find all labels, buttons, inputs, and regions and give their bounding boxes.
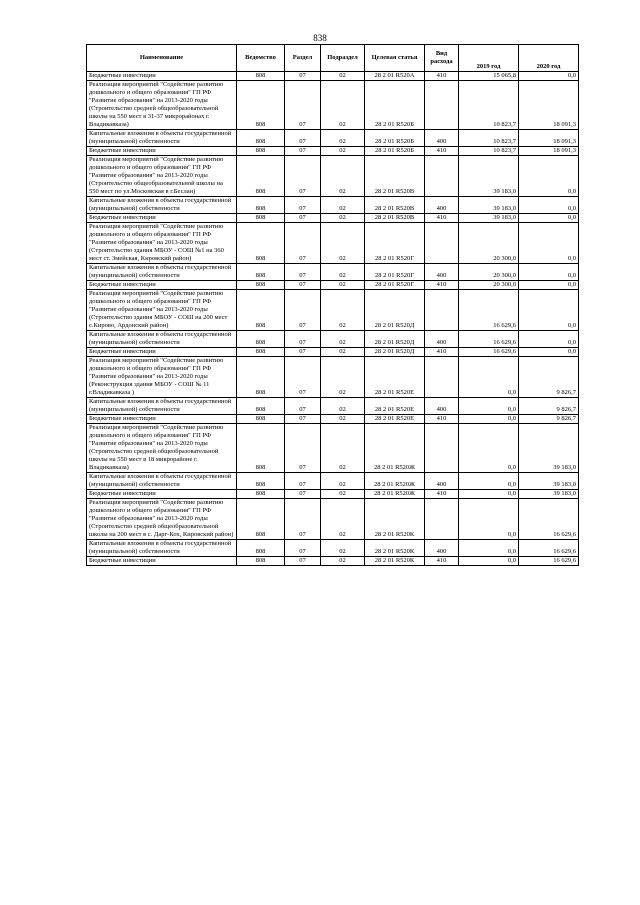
cell-statya: 28 2 01 R520В (365, 214, 425, 223)
table-row (87, 357, 579, 398)
cell-2020: 0,0 (519, 214, 579, 223)
cell-razdel: 07 (285, 290, 321, 331)
cell-vid: 400 (425, 473, 459, 490)
cell-podrazdel: 02 (321, 557, 365, 566)
cell-name: Капитальные вложения в объекты государственной (муниципальной) собственности (87, 130, 237, 147)
cell-2019: 20 300,0 (459, 281, 519, 290)
cell-razdel: 07 (285, 348, 321, 357)
cell-ved: 808 (237, 264, 285, 281)
cell-podrazdel: 02 (321, 398, 365, 415)
cell-name: Бюджетные инвестиции (87, 147, 237, 156)
cell-vid: 410 (425, 415, 459, 424)
header-name: Наименование (87, 45, 237, 72)
cell-statya: 28 2 01 R520Д (365, 348, 425, 357)
cell-ved: 808 (237, 72, 285, 81)
cell-2020: 16 629,6 (519, 557, 579, 566)
cell-2020: 18 091,3 (519, 147, 579, 156)
cell-ved: 808 (237, 81, 285, 130)
cell-vid (425, 424, 459, 473)
cell-podrazdel: 02 (321, 214, 365, 223)
cell-ved: 808 (237, 424, 285, 473)
page-number: 838 (313, 33, 327, 43)
cell-podrazdel: 02 (321, 348, 365, 357)
cell-razdel: 07 (285, 72, 321, 81)
cell-name: Капитальные вложения в объекты государственной (муниципальной) собственности (87, 331, 237, 348)
cell-2019: 15 065,8 (459, 72, 519, 81)
cell-name: Реализация мероприятий "Содействие развитию дошкольного и общего образования" ГП РФ "Развитие образования" на 2013-2020 годы (Реконструкция здания МБОУ - СОШ № 11 г.Владикавказа ) (87, 357, 237, 398)
cell-vid: 410 (425, 348, 459, 357)
cell-razdel: 07 (285, 499, 321, 540)
cell-podrazdel: 02 (321, 264, 365, 281)
table-row (87, 156, 579, 197)
cell-ved: 808 (237, 398, 285, 415)
cell-podrazdel: 02 (321, 499, 365, 540)
cell-2019: 0,0 (459, 398, 519, 415)
header-ved: Ведомство (237, 45, 285, 72)
cell-statya: 28 2 01 R520Д (365, 290, 425, 331)
cell-2020: 18 091,3 (519, 81, 579, 130)
table-row (87, 499, 579, 540)
cell-2019: 0,0 (459, 357, 519, 398)
cell-statya: 28 2 01 R520Е (365, 398, 425, 415)
table-row (87, 331, 579, 348)
cell-name: Бюджетные инвестиции (87, 72, 237, 81)
cell-2019: 10 823,7 (459, 130, 519, 147)
cell-statya: 28 2 01 R520К (365, 540, 425, 557)
cell-statya: 28 2 01 R520К (365, 499, 425, 540)
cell-ved: 808 (237, 348, 285, 357)
cell-ved: 808 (237, 290, 285, 331)
cell-ved: 808 (237, 557, 285, 566)
cell-statya: 28 2 01 R520В (365, 156, 425, 197)
header-vid: Вид расхода (425, 45, 459, 72)
table-row (87, 398, 579, 415)
cell-podrazdel: 02 (321, 147, 365, 156)
cell-2020: 0,0 (519, 197, 579, 214)
cell-statya: 28 2 01 R520Б (365, 130, 425, 147)
cell-statya: 28 2 01 R520Д (365, 331, 425, 348)
cell-razdel: 07 (285, 264, 321, 281)
cell-ved: 808 (237, 214, 285, 223)
cell-vid (425, 357, 459, 398)
cell-razdel: 07 (285, 214, 321, 223)
cell-ved: 808 (237, 540, 285, 557)
cell-2020: 16 629,6 (519, 499, 579, 540)
cell-2020: 0,0 (519, 348, 579, 357)
cell-name: Реализация мероприятий "Содействие развитию дошкольного и общего образования" ГП РФ "Развитие образования" на 2013-2020 годы (Строительство средней общеобразовательной школы на 550 мест в 31-37 микрорайонах г. Владикавказа) (87, 81, 237, 130)
table-row (87, 490, 579, 499)
cell-podrazdel: 02 (321, 473, 365, 490)
cell-ved: 808 (237, 473, 285, 490)
cell-vid: 410 (425, 281, 459, 290)
cell-statya: 28 2 01 R520Г (365, 223, 425, 264)
table-row (87, 81, 579, 130)
cell-razdel: 07 (285, 473, 321, 490)
table-row (87, 290, 579, 331)
table-row (87, 223, 579, 264)
cell-name: Бюджетные инвестиции (87, 557, 237, 566)
budget-table (86, 44, 579, 566)
cell-2019: 16 629,6 (459, 331, 519, 348)
cell-ved: 808 (237, 357, 285, 398)
cell-ved: 808 (237, 223, 285, 264)
table-row (87, 415, 579, 424)
cell-razdel: 07 (285, 281, 321, 290)
cell-razdel: 07 (285, 197, 321, 214)
cell-2020: 0,0 (519, 264, 579, 281)
cell-2019: 0,0 (459, 557, 519, 566)
cell-razdel: 07 (285, 557, 321, 566)
cell-razdel: 07 (285, 223, 321, 264)
cell-razdel: 07 (285, 398, 321, 415)
cell-ved: 808 (237, 147, 285, 156)
cell-2019: 0,0 (459, 490, 519, 499)
cell-2019: 20 300,0 (459, 264, 519, 281)
cell-statya: 28 2 01 R520А (365, 72, 425, 81)
header-razdel: Раздел (285, 45, 321, 72)
table-row (87, 540, 579, 557)
table-row (87, 72, 579, 81)
cell-2020: 0,0 (519, 156, 579, 197)
cell-ved: 808 (237, 281, 285, 290)
cell-statya: 28 2 01 R520В (365, 197, 425, 214)
cell-statya: 28 2 01 R520Ж (365, 424, 425, 473)
cell-podrazdel: 02 (321, 540, 365, 557)
cell-razdel: 07 (285, 81, 321, 130)
cell-statya: 28 2 01 R520Ж (365, 490, 425, 499)
cell-vid: 400 (425, 197, 459, 214)
cell-podrazdel: 02 (321, 130, 365, 147)
cell-ved: 808 (237, 156, 285, 197)
cell-vid (425, 290, 459, 331)
cell-podrazdel: 02 (321, 357, 365, 398)
cell-vid (425, 81, 459, 130)
cell-podrazdel: 02 (321, 197, 365, 214)
cell-2019: 20 300,0 (459, 223, 519, 264)
cell-vid: 400 (425, 398, 459, 415)
cell-name: Бюджетные инвестиции (87, 281, 237, 290)
cell-razdel: 07 (285, 147, 321, 156)
header-statya: Целевая статья (365, 45, 425, 72)
cell-podrazdel: 02 (321, 156, 365, 197)
cell-2020: 9 826,7 (519, 357, 579, 398)
cell-name: Реализация мероприятий "Содействие развитию дошкольного и общего образования" ГП РФ "Развитие образования" на 2013-2020 годы (Строительство средней общеобразовательной школы на 200 мест в с. Дарг-Кох, Кировский район) (87, 499, 237, 540)
cell-statya: 28 2 01 R520Г (365, 264, 425, 281)
cell-2019: 0,0 (459, 415, 519, 424)
table-row (87, 473, 579, 490)
table-row (87, 348, 579, 357)
cell-2020: 9 826,7 (519, 415, 579, 424)
cell-2020: 0,0 (519, 331, 579, 348)
cell-name: Капитальные вложения в объекты государственной (муниципальной) собственности (87, 398, 237, 415)
cell-name: Капитальные вложения в объекты государственной (муниципальной) собственности (87, 197, 237, 214)
cell-razdel: 07 (285, 130, 321, 147)
cell-vid: 410 (425, 557, 459, 566)
cell-ved: 808 (237, 490, 285, 499)
cell-statya: 28 2 01 R520Г (365, 281, 425, 290)
cell-statya: 28 2 01 R520Ж (365, 473, 425, 490)
cell-2019: 0,0 (459, 424, 519, 473)
cell-2020: 39 183,0 (519, 424, 579, 473)
table-header-row (87, 45, 579, 72)
cell-podrazdel: 02 (321, 223, 365, 264)
cell-2020: 39 183,0 (519, 473, 579, 490)
cell-vid: 400 (425, 331, 459, 348)
cell-podrazdel: 02 (321, 415, 365, 424)
cell-ved: 808 (237, 197, 285, 214)
cell-name: Бюджетные инвестиции (87, 214, 237, 223)
cell-vid: 410 (425, 214, 459, 223)
cell-podrazdel: 02 (321, 424, 365, 473)
cell-statya: 28 2 01 R520Е (365, 357, 425, 398)
cell-razdel: 07 (285, 331, 321, 348)
cell-podrazdel: 02 (321, 281, 365, 290)
cell-2019: 39 183,0 (459, 197, 519, 214)
cell-name: Бюджетные инвестиции (87, 348, 237, 357)
cell-name: Реализация мероприятий "Содействие развитию дошкольного и общего образования" ГП РФ "Развитие образования" на 2013-2020 годы (Строительство здания МБОУ - СОШ №1 на 360 мест ст. Змейская, Кировский район) (87, 223, 237, 264)
cell-2019: 10 823,7 (459, 147, 519, 156)
cell-name: Бюджетные инвестиции (87, 490, 237, 499)
cell-2019: 0,0 (459, 473, 519, 490)
cell-2020: 0,0 (519, 281, 579, 290)
cell-name: Реализация мероприятий "Содействие развитию дошкольного и общего образования" ГП РФ "Развитие образования" на 2013-2020 годы (Строительство средней общеобразовательной школы на 550 мест в 18 микрорайоне г. Владикавказа) (87, 424, 237, 473)
cell-2020: 16 629,6 (519, 540, 579, 557)
cell-vid (425, 156, 459, 197)
header-podrazdel: Подраздел (321, 45, 365, 72)
cell-2019: 16 629,6 (459, 348, 519, 357)
cell-podrazdel: 02 (321, 331, 365, 348)
cell-2020: 9 826,7 (519, 398, 579, 415)
cell-name: Капитальные вложения в объекты государственной (муниципальной) собственности (87, 473, 237, 490)
cell-ved: 808 (237, 331, 285, 348)
cell-ved: 808 (237, 499, 285, 540)
cell-razdel: 07 (285, 490, 321, 499)
table-row (87, 424, 579, 473)
cell-2019: 39 183,0 (459, 214, 519, 223)
cell-2020: 18 091,3 (519, 130, 579, 147)
cell-vid: 410 (425, 147, 459, 156)
cell-razdel: 07 (285, 415, 321, 424)
header-2020: 2020 год (519, 45, 579, 72)
table-row (87, 214, 579, 223)
cell-podrazdel: 02 (321, 72, 365, 81)
cell-ved: 808 (237, 415, 285, 424)
header-2019: 2019 год (459, 45, 519, 72)
cell-vid (425, 223, 459, 264)
cell-vid: 400 (425, 130, 459, 147)
cell-2019: 39 183,0 (459, 156, 519, 197)
cell-2020: 0,0 (519, 223, 579, 264)
cell-name: Капитальные вложения в объекты государственной (муниципальной) собственности (87, 540, 237, 557)
cell-ved: 808 (237, 130, 285, 147)
cell-2019: 0,0 (459, 540, 519, 557)
cell-2019: 16 629,6 (459, 290, 519, 331)
cell-vid: 410 (425, 490, 459, 499)
cell-podrazdel: 02 (321, 290, 365, 331)
cell-2020: 39 183,0 (519, 490, 579, 499)
cell-razdel: 07 (285, 156, 321, 197)
cell-podrazdel: 02 (321, 81, 365, 130)
cell-name: Капитальные вложения в объекты государственной (муниципальной) собственности (87, 264, 237, 281)
table-body (87, 72, 579, 566)
cell-name: Реализация мероприятий "Содействие развитию дошкольного и общего образования" ГП РФ "Развитие образования" на 2013-2020 годы (Строительство здания МБОУ - СОШ на 200 мест с.Кирово, Ардонский район) (87, 290, 237, 331)
cell-statya: 28 2 01 R520Б (365, 147, 425, 156)
cell-2019: 0,0 (459, 499, 519, 540)
cell-vid: 400 (425, 540, 459, 557)
cell-name: Бюджетные инвестиции (87, 415, 237, 424)
cell-vid (425, 499, 459, 540)
table-row (87, 130, 579, 147)
table-row (87, 557, 579, 566)
cell-2019: 10 823,7 (459, 81, 519, 130)
table-row (87, 281, 579, 290)
table-row (87, 264, 579, 281)
cell-razdel: 07 (285, 357, 321, 398)
cell-statya: 28 2 01 R520К (365, 557, 425, 566)
cell-2020: 0,0 (519, 290, 579, 331)
table-row (87, 197, 579, 214)
cell-razdel: 07 (285, 424, 321, 473)
cell-statya: 28 2 01 R520Е (365, 415, 425, 424)
cell-vid: 410 (425, 72, 459, 81)
cell-statya: 28 2 01 R520Б (365, 81, 425, 130)
table-row (87, 147, 579, 156)
cell-2020: 0,0 (519, 72, 579, 81)
cell-razdel: 07 (285, 540, 321, 557)
cell-podrazdel: 02 (321, 490, 365, 499)
cell-name: Реализация мероприятий "Содействие развитию дошкольного и общего образования" ГП РФ "Развитие образования" на 2013-2020 годы (Строительство общеобразовательной школы на 550 мест по ул.Московская в г.Беслан) (87, 156, 237, 197)
cell-vid: 400 (425, 264, 459, 281)
